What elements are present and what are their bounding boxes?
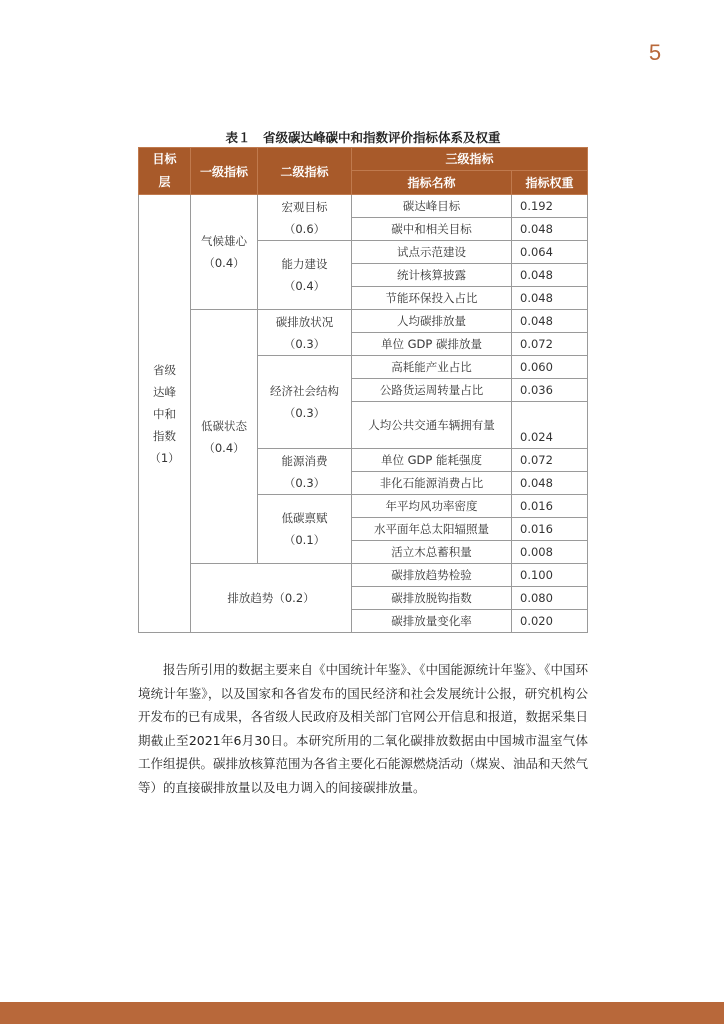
indicator-weight: 0.020 [512,610,588,633]
header-indicator-name: 指标名称 [352,170,512,194]
indicator-weight: 0.192 [512,195,588,218]
indicator-name: 年平均风功率密度 [352,495,512,518]
target-cell: 省级达峰中和指数（1） [139,195,191,633]
indicator-name: 人均碳排放量 [352,310,512,333]
header-level3: 三级指标 [352,148,588,171]
indicator-weight: 0.016 [512,518,588,541]
header-target-layer: 目标层 [139,148,191,195]
indicator-name: 高耗能产业占比 [352,356,512,379]
indicator-name: 人均公共交通车辆拥有量 [352,402,512,449]
level2-cell: 经济社会结构（0.3） [258,356,352,449]
level2-cell: 能源消费（0.3） [258,449,352,495]
indicator-name: 活立木总蓄积量 [352,541,512,564]
indicator-weight: 0.072 [512,333,588,356]
level2-cell: 低碳禀赋（0.1） [258,495,352,564]
indicator-weight: 0.008 [512,541,588,564]
indicator-name: 碳达峰目标 [352,195,512,218]
page-number: 5 [648,40,662,65]
indicator-weight: 0.024 [512,402,588,449]
indicator-weight: 0.048 [512,287,588,310]
indicator-weight: 0.036 [512,379,588,402]
level2-cell: 能力建设（0.4） [258,241,352,310]
indicator-name: 单位 GDP 碳排放量 [352,333,512,356]
indicator-weight: 0.048 [512,310,588,333]
level1-cell: 气候雄心（0.4） [191,195,258,310]
header-level2: 二级指标 [258,148,352,195]
footer-bar [0,1002,724,1024]
level1-cell: 低碳状态（0.4） [191,310,258,564]
header-indicator-weight: 指标权重 [512,170,588,194]
indicator-weight: 0.048 [512,218,588,241]
body-paragraph: 报告所引用的数据主要来自《中国统计年鉴》、《中国能源统计年鉴》、《中国环境统计年鉴》，以及国家和各省发布的国民经济和社会发展统计公报，研究机构公开发布的已有成果，各省级人民政府及相关部门官网公开信息和报道，数据采集日期截止至2021年6月30日。本研究所用的二氧化碳排放数据由中国城市温室气体工作组提供。碳排放核算范围为各省主要化石能源燃烧活动（煤炭、油品和天然气等）的直接碳排放量以及电力调入的间接碳排放量。 [138,662,589,795]
indicator-name: 试点示范建设 [352,241,512,264]
indicator-name: 非化石能源消费占比 [352,472,512,495]
indicator-name: 碳排放脱钩指数 [352,587,512,610]
level1-cell: 排放趋势（0.2） [191,564,352,633]
indicator-name: 单位 GDP 能耗强度 [352,449,512,472]
indicator-name: 节能环保投入占比 [352,287,512,310]
indicator-weight: 0.048 [512,472,588,495]
indicator-table [138,147,588,633]
level2-cell: 碳排放状况（0.3） [258,310,352,356]
indicator-name: 碳中和相关目标 [352,218,512,241]
indicator-name: 水平面年总太阳辐照量 [352,518,512,541]
indicator-name: 碳排放趋势检验 [352,564,512,587]
header-level1: 一级指标 [191,148,258,195]
indicator-name: 统计核算披露 [352,264,512,287]
indicator-weight: 0.080 [512,587,588,610]
indicator-weight: 0.064 [512,241,588,264]
indicator-weight: 0.048 [512,264,588,287]
level2-cell: 宏观目标（0.6） [258,195,352,241]
indicator-name: 公路货运周转量占比 [352,379,512,402]
indicator-weight: 0.100 [512,564,588,587]
indicator-name: 碳排放量变化率 [352,610,512,633]
indicator-weight: 0.072 [512,449,588,472]
table-title: 表１ 省级碳达峰碳中和指数评价指标体系及权重 [225,130,501,145]
indicator-weight: 0.060 [512,356,588,379]
indicator-weight: 0.016 [512,495,588,518]
